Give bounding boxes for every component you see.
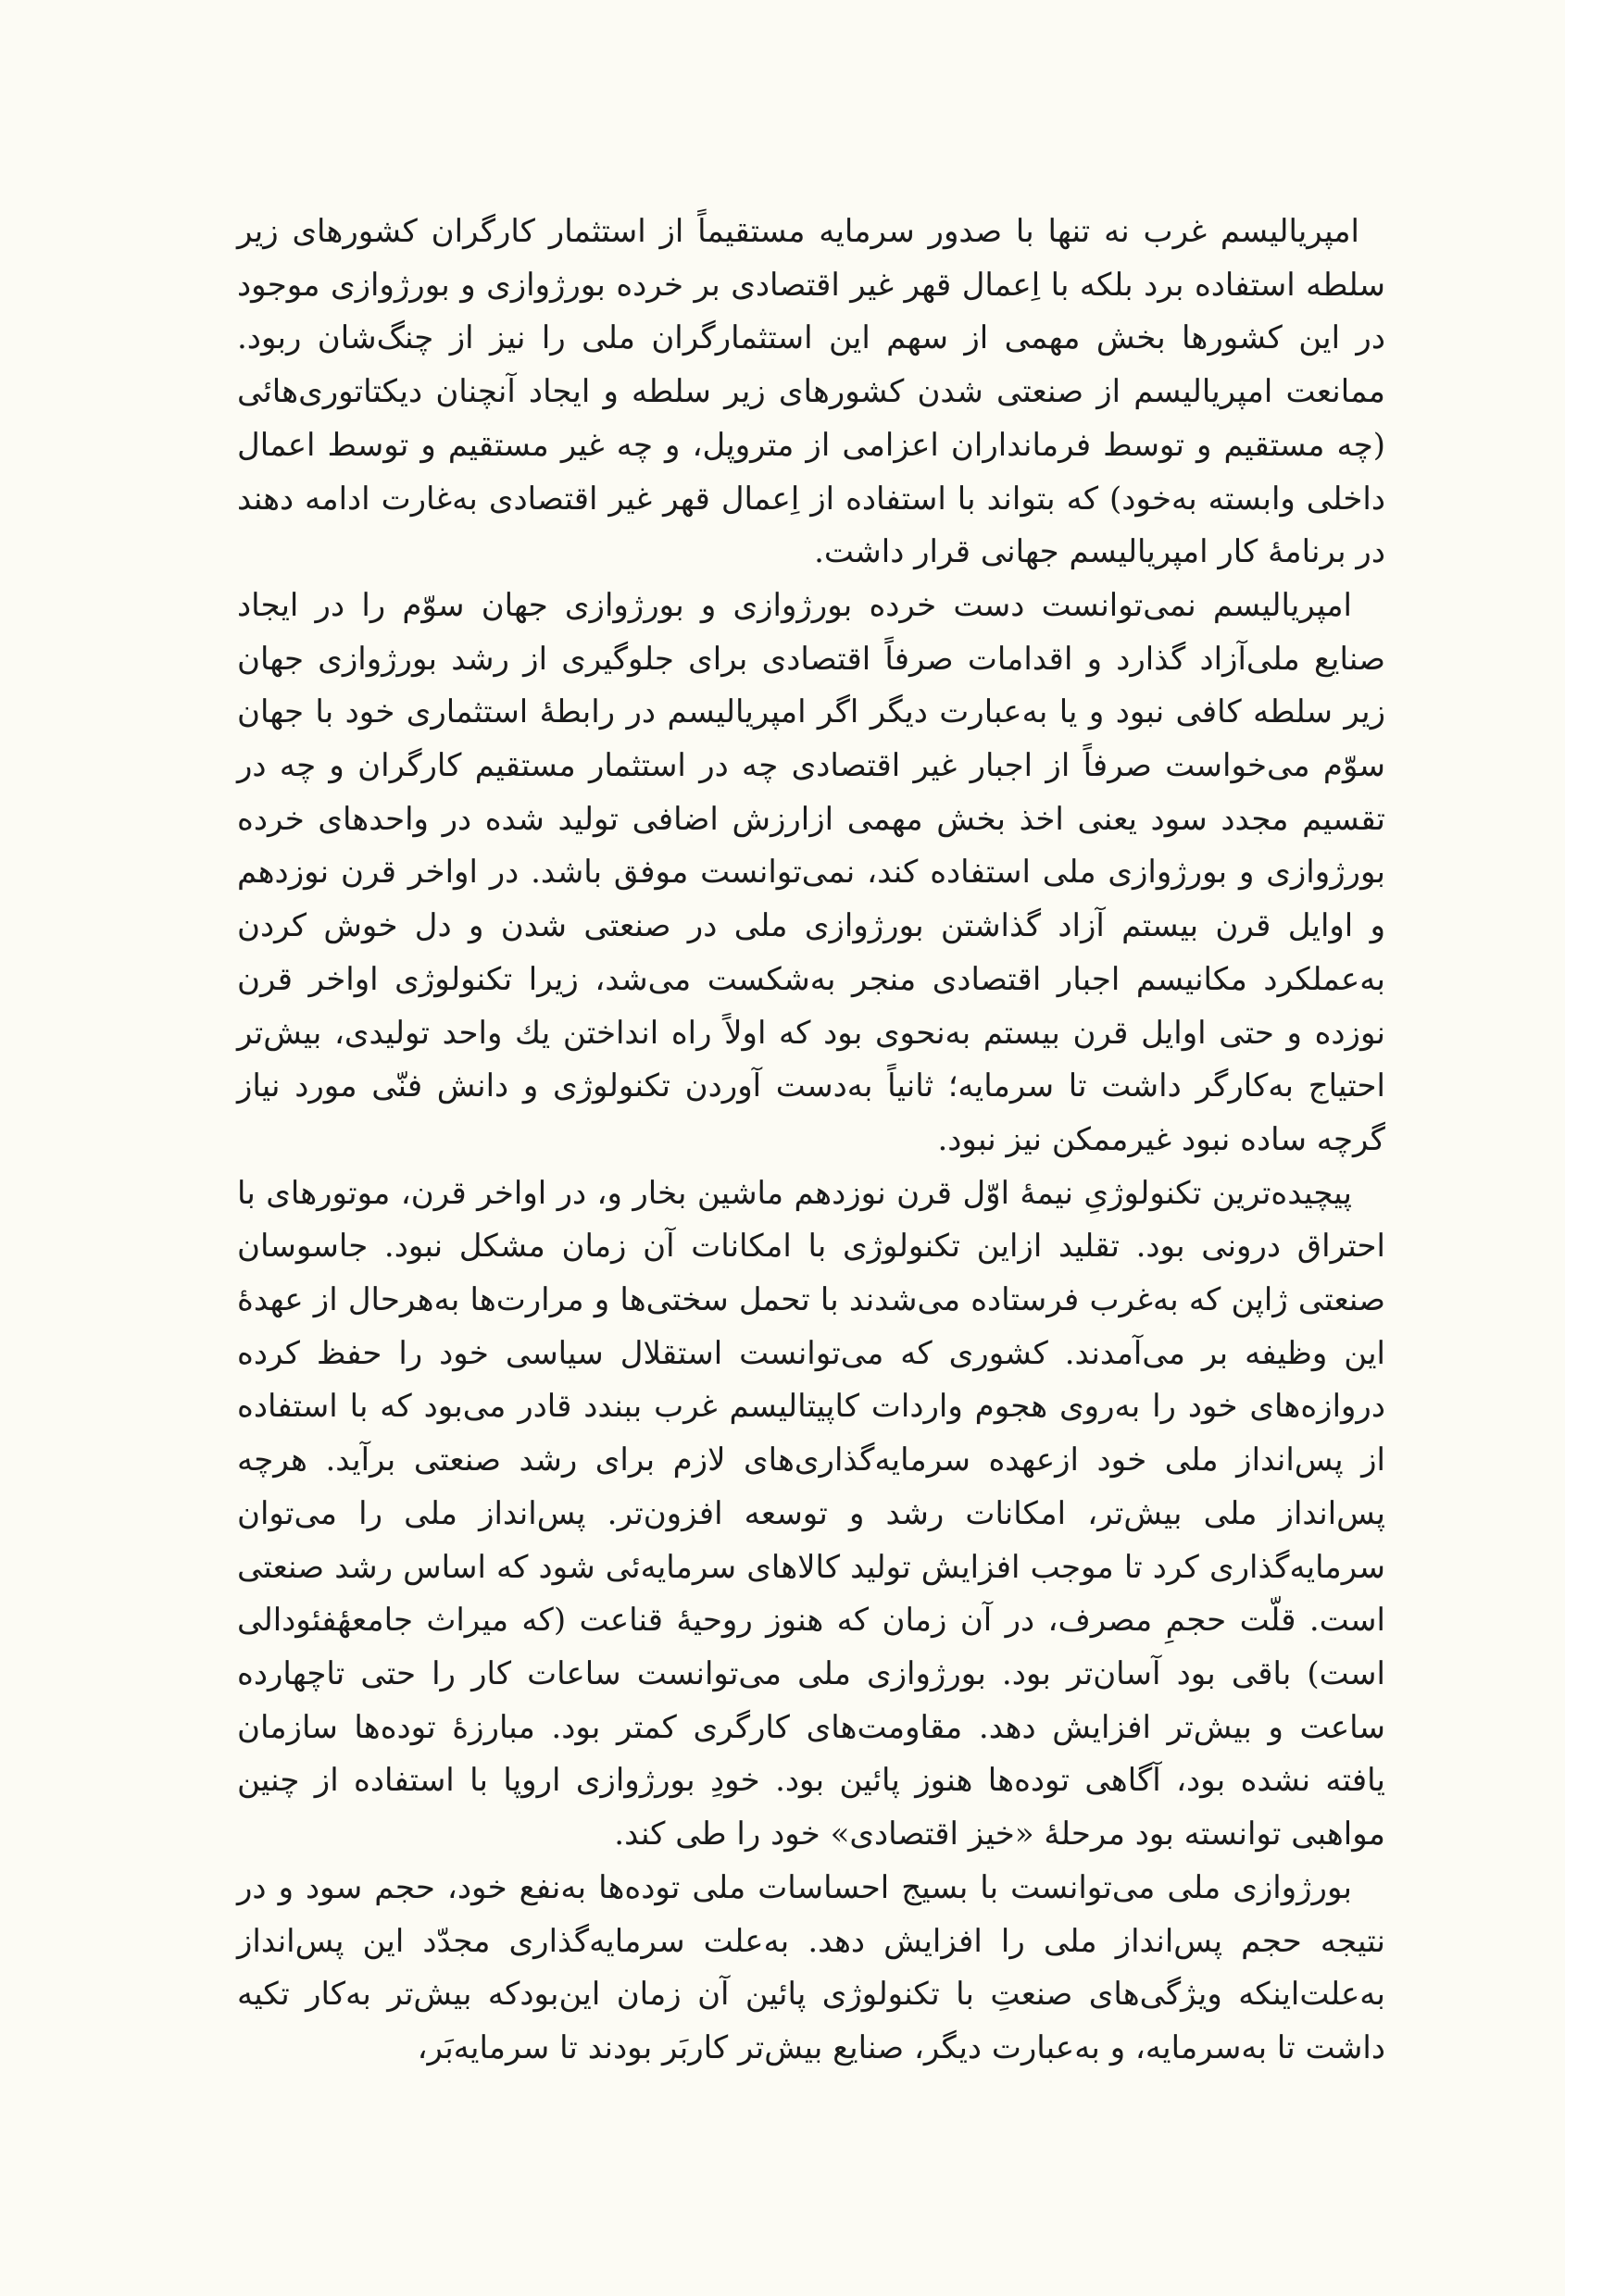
page-margin-strip (1565, 0, 1615, 2296)
paragraph-2: امپریالیسم نمی‌توانست دست خرده بورژوازی و بورژوازی جهان سوّم را در ایجاد صنایع ملی‌آزاد گذارد و اقدامات صرفاً اقتصادی برای جلوگیری از رشد بورژوازی جهان زیر سلطه کافی نبود و یا به‌عبارت دیگر اگر امپریالیسم در رابطهٔ استثماری خود با جهان سوّم می‌خواست صرفاً از اجبار غیر اقتصادی چه در استثمار مستقیم کارگران و چه در تقسیم مجدد سود یعنی اخذ بخش مهمی ازارزش اضافی تولید شده در واحدهای خرده بورژوازی و بورژوازی ملی استفاده کند، نمی‌توانست موفق باشد. در اواخر قرن نوزدهم و اوایل قرن بیستم آزاد گذاشتن بورژوازی ملی در صنعتی شدن و دل خوش کردن به‌عملکرد مکانیسم اجبار اقتصادی منجر به‌شکست می‌شد، زیرا تکنولوژی اواخر قرن نوزده و حتی اوایل قرن بیستم به‌نحوی بود که اولاً راه انداختن یك واحد تولیدی، بیش‌تر احتیاج به‌کارگر داشت تا سرمایه؛ ثانیاً به‌دست آوردن تکنولوژی و دانش فنّی مورد نیاز گرچه ساده نبود غیرممکن نیز نبود. (237, 586, 1385, 1158)
body-text (237, 206, 1385, 2196)
paragraph-4: بورژوازی ملی می‌توانست با بسیج احساسات ملی توده‌ها به‌نفع خود، حجم سود و در نتیجه حجم پس‌انداز ملی را افزایش دهد. به‌علت سرمایه‌گذاری مجدّد این پس‌انداز به‌علت‌اینکه ویژگی‌های صنعتِ با تکنولوژی پائین آن زمان این‌بودکه بیش‌تر به‌کار تکیه داشت تا به‌سرمایه، و به‌عبارت دیگر، صنایع بیش‌تر کاربَر بودند تا سرمایه‌بَر، (237, 1868, 1385, 2066)
paragraph-1: امپریالیسم غرب نه تنها با صدور سرمایه مستقیماً از استثمار کارگران کشورهای زیر سلطه استفاده برد بلکه با اِعمال قهر غیر اقتصادی بر خرده بورژوازی و بورژوازی موجود در این کشورها بخش مهمی از سهم این استثمارگران ملی را نیز از چنگ‌شان ربود. ممانعت امپریالیسم از صنعتی شدن کشورهای زیر سلطه و ایجاد آنچنان دیکتاتوری‌هائی (چه مستقیم و توسط فرمانداران اعزامی از متروپل، و چه غیر مستقیم و توسط اعمال داخلی وابسته به‌خود) که بتواند با استفاده از اِعمال قهر غیر اقتصادی به‌غارت ادامه دهند در برنامهٔ کار امپریالیسم جهانی قرار داشت. (237, 213, 1385, 571)
paragraph-3: پیچیده‌ترین تکنولوژیِ نیمهٔ اوّل قرن نوزدهم ماشین بخار و، در اواخر قرن، موتورهای با احتراق درونی بود. تقلید ازاین تکنولوژی با امکانات آن زمان مشکل نبود. جاسوسان صنعتی ژاپن که به‌غرب فرستاده می‌شدند با تحمل سختی‌ها و مرارت‌ها به‌هرحال از عهدهٔ این وظیفه بر می‌آمدند. کشوری که می‌توانست استقلال سیاسی خود را حفظ کرده دروازه‌های خود را به‌روی هجوم واردات کاپیتالیسم غرب ببندد قادر می‌بود که با استفاده از پس‌انداز ملی خود ازعهده سرمایه‌گذاری‌های لازم برای رشد صنعتی برآید. هرچه پس‌انداز ملی بیش‌تر، امکانات رشد و توسعه افزون‌تر. پس‌انداز ملی را می‌توان سرمایه‌گذاری کرد تا موجب افزایش تولید کالاهای سرمایه‌ئی شود که اساس رشد صنعتی است. قلّت حجمِ مصرف، در آن زمان که هنوز روحیهٔ قناعت (که میراث جامعهٔفئودالی است) باقی بود آسان‌تر بود. بورژوازی ملی می‌توانست ساعات کار را حتی تاچهارده ساعت و بیش‌تر افزایش دهد. مقاومت‌های کارگری کمتر بود. مبارزهٔ توده‌ها سازمان یافته نشده بود، آگاهی توده‌ها هنوز پائین بود. خودِ بورژوازی اروپا با استفاده از چنین مواهبی توانسته بود مرحلهٔ «خیز اقتصادی» خود را طی کند. (237, 1174, 1385, 1853)
